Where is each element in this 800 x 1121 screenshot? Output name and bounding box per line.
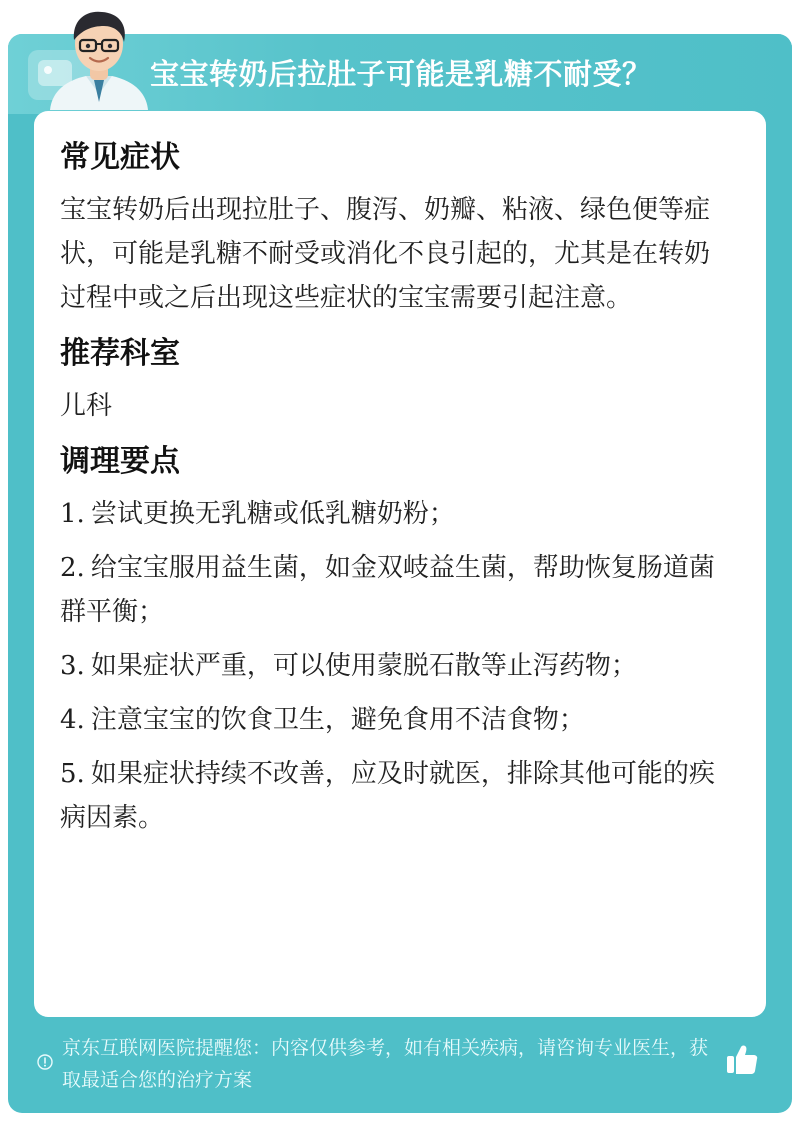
section-title-department: 推荐科室 — [60, 336, 180, 371]
list-item-text: 如果症状持续不改善，应及时就医，排除其他可能的疾病因素。 — [60, 759, 715, 833]
list-item — [60, 546, 730, 634]
thumbs-up-icon[interactable] — [724, 1041, 760, 1077]
info-icon — [37, 1054, 53, 1070]
doctor-avatar-icon — [44, 6, 154, 110]
list-item — [60, 644, 730, 688]
list-item — [60, 492, 730, 536]
list-item — [60, 752, 730, 840]
list-item — [60, 698, 730, 742]
section-title-care: 调理要点 — [60, 444, 180, 479]
list-item-text: 给宝宝服用益生菌，如金双岐益生菌，帮助恢复肠道菌群平衡； — [60, 553, 715, 627]
list-item-text: 如果症状严重，可以使用蒙脱石散等止泻药物； — [90, 651, 637, 681]
list-item-number: 3. — [60, 651, 85, 681]
content-body — [60, 130, 730, 850]
page-title: 宝宝转奶后拉肚子可能是乳糖不耐受？ — [150, 57, 652, 91]
list-item-number: 4. — [60, 705, 85, 735]
footer-notice: 京东互联网医院提醒您：内容仅供参考，如有相关疾病，请咨询专业医生，获取最适合您的治疗方案 — [62, 1037, 709, 1091]
list-item-number: 2. — [60, 553, 85, 583]
list-item-number: 5. — [60, 759, 85, 789]
department-text: 儿科 — [60, 391, 113, 421]
section-title-symptoms: 常见症状 — [60, 140, 180, 175]
list-item-text: 注意宝宝的饮食卫生，避免食用不洁食物； — [90, 705, 585, 735]
list-item-number: 1. — [60, 499, 85, 529]
symptoms-text: 宝宝转奶后出现拉肚子、腹泻、奶瓣、粘液、绿色便等症状，可能是乳糖不耐受或消化不良引起的，尤其是在转奶过程中或之后出现这些症状的宝宝需要引起注意。 — [60, 195, 711, 313]
list-item-text: 尝试更换无乳糖或低乳糖奶粉； — [90, 499, 455, 529]
